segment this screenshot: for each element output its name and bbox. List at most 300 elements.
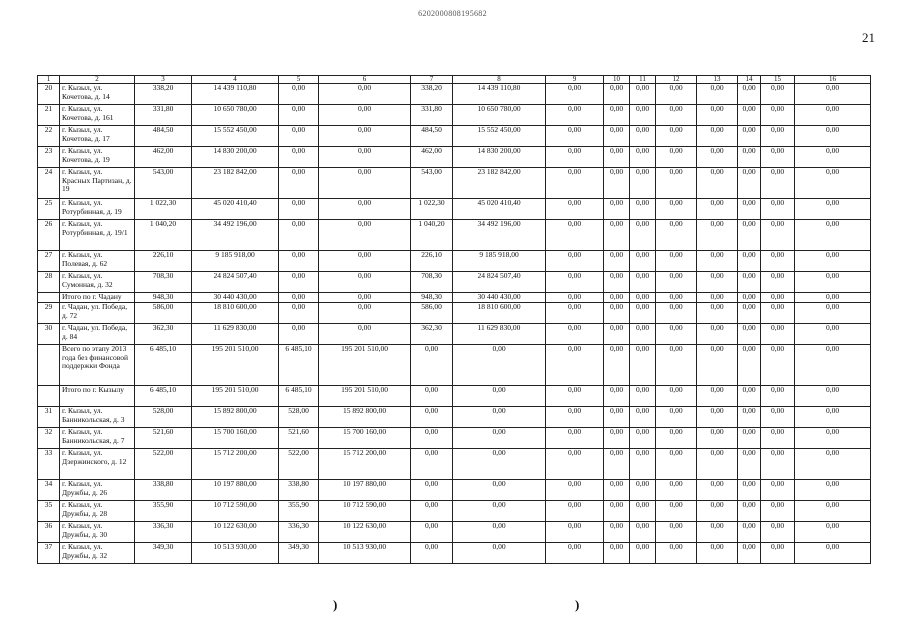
value-cell: 0,00: [738, 272, 761, 293]
value-cell: 0,00: [656, 522, 697, 543]
value-cell: 45 020 410,40: [453, 199, 546, 220]
value-cell: 0,00: [697, 105, 738, 126]
value-cell: 0,00: [656, 168, 697, 199]
value-cell: 0,00: [656, 386, 697, 407]
value-cell: 0,00: [738, 428, 761, 449]
table-body: [38, 84, 871, 564]
address-cell: г. Чадан, ул. Победа, д. 72: [60, 303, 135, 324]
value-cell: 14 439 110,80: [192, 84, 279, 105]
value-cell: 708,30: [135, 272, 192, 293]
value-cell: 195 201 510,00: [192, 386, 279, 407]
value-cell: 0,00: [279, 272, 319, 293]
value-cell: 0,00: [319, 251, 411, 272]
table-row: [38, 522, 871, 543]
column-header: 5: [279, 76, 319, 84]
value-cell: 0,00: [656, 501, 697, 522]
value-cell: 0,00: [697, 126, 738, 147]
value-cell: 0,00: [656, 105, 697, 126]
value-cell: 23 182 842,00: [453, 168, 546, 199]
row-number-cell: 21: [38, 105, 60, 126]
column-header: 13: [697, 76, 738, 84]
value-cell: 0,00: [604, 303, 630, 324]
row-number-cell: 35: [38, 501, 60, 522]
value-cell: 15 712 200,00: [319, 449, 411, 480]
value-cell: 0,00: [697, 386, 738, 407]
value-cell: 14 439 110,80: [453, 84, 546, 105]
value-cell: 708,30: [411, 272, 453, 293]
value-cell: 15 700 160,00: [192, 428, 279, 449]
value-cell: 0,00: [761, 126, 795, 147]
value-cell: 0,00: [279, 293, 319, 303]
row-number-cell: 27: [38, 251, 60, 272]
address-cell: г. Чадан, ул. Победа, д. 84: [60, 324, 135, 345]
row-number-cell: 28: [38, 272, 60, 293]
value-cell: 14 830 200,00: [453, 147, 546, 168]
value-cell: 0,00: [761, 303, 795, 324]
value-cell: 0,00: [604, 84, 630, 105]
value-cell: 10 197 880,00: [319, 480, 411, 501]
value-cell: 1 022,30: [135, 199, 192, 220]
value-cell: 11 629 830,00: [192, 324, 279, 345]
value-cell: 948,30: [135, 293, 192, 303]
value-cell: 0,00: [453, 543, 546, 564]
value-cell: 0,00: [738, 147, 761, 168]
value-cell: 0,00: [279, 126, 319, 147]
value-cell: 0,00: [697, 251, 738, 272]
table-row: [38, 543, 871, 564]
value-cell: 0,00: [761, 220, 795, 251]
table-row: [38, 386, 871, 407]
value-cell: 10 712 590,00: [319, 501, 411, 522]
value-cell: 0,00: [795, 386, 871, 407]
value-cell: 0,00: [656, 251, 697, 272]
value-cell: 0,00: [738, 480, 761, 501]
row-number-cell: 23: [38, 147, 60, 168]
column-header: 14: [738, 76, 761, 84]
row-number-cell: 36: [38, 522, 60, 543]
value-cell: 15 552 450,00: [192, 126, 279, 147]
value-cell: 0,00: [546, 324, 604, 345]
value-cell: 0,00: [604, 407, 630, 428]
value-cell: 0,00: [761, 428, 795, 449]
value-cell: 0,00: [795, 345, 871, 386]
value-cell: 0,00: [761, 293, 795, 303]
value-cell: 0,00: [453, 449, 546, 480]
row-number-cell: 33: [38, 449, 60, 480]
value-cell: 9 185 918,00: [453, 251, 546, 272]
value-cell: 0,00: [604, 428, 630, 449]
row-number-cell: 37: [38, 543, 60, 564]
value-cell: 0,00: [630, 428, 656, 449]
row-number-cell: [38, 345, 60, 386]
row-number-cell: 25: [38, 199, 60, 220]
column-header: 2: [60, 76, 135, 84]
value-cell: 9 185 918,00: [192, 251, 279, 272]
value-cell: 0,00: [319, 293, 411, 303]
value-cell: 0,00: [656, 220, 697, 251]
value-cell: 338,20: [135, 84, 192, 105]
value-cell: 0,00: [795, 84, 871, 105]
value-cell: 1 022,30: [411, 199, 453, 220]
value-cell: 0,00: [795, 501, 871, 522]
value-cell: 0,00: [411, 480, 453, 501]
column-header: 9: [546, 76, 604, 84]
value-cell: 0,00: [697, 272, 738, 293]
address-cell: Итого по г. Чадану: [60, 293, 135, 303]
value-cell: 1 040,20: [411, 220, 453, 251]
value-cell: 0,00: [630, 272, 656, 293]
value-cell: 0,00: [738, 345, 761, 386]
value-cell: 0,00: [738, 220, 761, 251]
value-cell: 0,00: [738, 501, 761, 522]
value-cell: 0,00: [630, 480, 656, 501]
value-cell: 0,00: [738, 407, 761, 428]
value-cell: 349,30: [279, 543, 319, 564]
value-cell: 0,00: [630, 126, 656, 147]
value-cell: 0,00: [411, 428, 453, 449]
value-cell: 0,00: [656, 272, 697, 293]
value-cell: 0,00: [604, 480, 630, 501]
row-number-cell: 26: [38, 220, 60, 251]
address-cell: г. Кызыл, ул. Дзержинского, д. 12: [60, 449, 135, 480]
table-row: [38, 407, 871, 428]
address-cell: г. Кызыл, ул. Дружбы, д. 32: [60, 543, 135, 564]
value-cell: 30 440 430,00: [192, 293, 279, 303]
value-cell: 0,00: [630, 303, 656, 324]
value-cell: 0,00: [656, 480, 697, 501]
margin-mark-left: ): [333, 597, 338, 612]
value-cell: 0,00: [761, 543, 795, 564]
value-cell: 0,00: [604, 501, 630, 522]
value-cell: 0,00: [319, 105, 411, 126]
column-header: 10: [604, 76, 630, 84]
value-cell: 528,00: [279, 407, 319, 428]
value-cell: 10 197 880,00: [192, 480, 279, 501]
value-cell: 0,00: [697, 501, 738, 522]
row-number-cell: 24: [38, 168, 60, 199]
value-cell: 0,00: [546, 501, 604, 522]
value-cell: 0,00: [795, 168, 871, 199]
value-cell: 0,00: [656, 449, 697, 480]
value-cell: 226,10: [135, 251, 192, 272]
table-row: [38, 303, 871, 324]
table-row: [38, 105, 871, 126]
value-cell: 0,00: [411, 386, 453, 407]
value-cell: 0,00: [761, 522, 795, 543]
value-cell: 522,00: [279, 449, 319, 480]
value-cell: 0,00: [604, 272, 630, 293]
value-cell: 0,00: [630, 293, 656, 303]
table-row: [38, 501, 871, 522]
value-cell: 462,00: [135, 147, 192, 168]
value-cell: 0,00: [738, 324, 761, 345]
value-cell: 10 650 780,00: [453, 105, 546, 126]
value-cell: 24 824 507,40: [192, 272, 279, 293]
row-number-cell: 20: [38, 84, 60, 105]
value-cell: 15 892 800,00: [319, 407, 411, 428]
value-cell: 0,00: [411, 407, 453, 428]
value-cell: 0,00: [795, 147, 871, 168]
value-cell: 0,00: [279, 84, 319, 105]
value-cell: 0,00: [546, 126, 604, 147]
table-row: [38, 199, 871, 220]
value-cell: 0,00: [453, 480, 546, 501]
value-cell: 0,00: [630, 324, 656, 345]
value-cell: 0,00: [697, 428, 738, 449]
value-cell: 0,00: [697, 147, 738, 168]
column-header: 16: [795, 76, 871, 84]
value-cell: 0,00: [738, 105, 761, 126]
value-cell: 0,00: [630, 84, 656, 105]
value-cell: 0,00: [697, 480, 738, 501]
value-cell: 0,00: [453, 407, 546, 428]
value-cell: 0,00: [761, 84, 795, 105]
value-cell: 0,00: [656, 147, 697, 168]
column-header: 6: [319, 76, 411, 84]
value-cell: 45 020 410,40: [192, 199, 279, 220]
value-cell: 0,00: [761, 324, 795, 345]
value-cell: 0,00: [795, 449, 871, 480]
value-cell: 15 552 450,00: [453, 126, 546, 147]
value-cell: 0,00: [279, 168, 319, 199]
value-cell: 15 700 160,00: [319, 428, 411, 449]
value-cell: 0,00: [697, 84, 738, 105]
value-cell: 0,00: [738, 449, 761, 480]
value-cell: 6 485,10: [279, 345, 319, 386]
table-row: [38, 126, 871, 147]
value-cell: 0,00: [738, 168, 761, 199]
value-cell: 0,00: [795, 105, 871, 126]
data-table: [37, 75, 871, 564]
address-cell: г. Кызыл, ул. Ротурбинная, д. 19/1: [60, 220, 135, 251]
value-cell: 331,80: [411, 105, 453, 126]
value-cell: 6 485,10: [279, 386, 319, 407]
table-row: [38, 168, 871, 199]
value-cell: 0,00: [411, 345, 453, 386]
value-cell: 338,20: [411, 84, 453, 105]
value-cell: 0,00: [738, 84, 761, 105]
value-cell: 0,00: [656, 199, 697, 220]
address-cell: г. Кызыл, ул. Кочетова, д. 14: [60, 84, 135, 105]
data-table-container: [37, 75, 870, 564]
value-cell: 0,00: [411, 449, 453, 480]
value-cell: 0,00: [697, 220, 738, 251]
value-cell: 543,00: [135, 168, 192, 199]
row-number-cell: 32: [38, 428, 60, 449]
value-cell: 528,00: [135, 407, 192, 428]
address-cell: г. Кызыл, ул. Кочетова, д. 17: [60, 126, 135, 147]
value-cell: 0,00: [279, 303, 319, 324]
value-cell: 0,00: [604, 522, 630, 543]
value-cell: 0,00: [795, 220, 871, 251]
column-header: 15: [761, 76, 795, 84]
row-number-cell: 31: [38, 407, 60, 428]
value-cell: 18 810 600,00: [192, 303, 279, 324]
table-row: [38, 345, 871, 386]
value-cell: 0,00: [546, 220, 604, 251]
value-cell: 0,00: [630, 407, 656, 428]
value-cell: 0,00: [604, 345, 630, 386]
value-cell: 0,00: [546, 449, 604, 480]
value-cell: 0,00: [604, 126, 630, 147]
value-cell: 30 440 430,00: [453, 293, 546, 303]
value-cell: 0,00: [761, 407, 795, 428]
value-cell: 0,00: [604, 293, 630, 303]
address-cell: г. Кызыл, ул. Дружбы, д. 30: [60, 522, 135, 543]
value-cell: 15 892 800,00: [192, 407, 279, 428]
value-cell: 15 712 200,00: [192, 449, 279, 480]
table-row: [38, 147, 871, 168]
value-cell: 0,00: [546, 428, 604, 449]
table-row: [38, 84, 871, 105]
value-cell: 0,00: [411, 501, 453, 522]
column-header: 12: [656, 76, 697, 84]
address-cell: г. Кызыл, ул. Банникольская, д. 3: [60, 407, 135, 428]
value-cell: 0,00: [795, 522, 871, 543]
table-row: [38, 449, 871, 480]
value-cell: 10 122 630,00: [192, 522, 279, 543]
value-cell: 0,00: [546, 147, 604, 168]
column-header: 1: [38, 76, 60, 84]
row-number-cell: 34: [38, 480, 60, 501]
value-cell: 0,00: [604, 147, 630, 168]
value-cell: 0,00: [411, 522, 453, 543]
value-cell: 0,00: [738, 251, 761, 272]
value-cell: 521,60: [135, 428, 192, 449]
row-number-cell: [38, 386, 60, 407]
value-cell: 0,00: [795, 480, 871, 501]
value-cell: 0,00: [738, 293, 761, 303]
address-cell: г. Кызыл, ул. Сумонная, д. 32: [60, 272, 135, 293]
value-cell: 0,00: [656, 126, 697, 147]
address-cell: Всего по этапу 2013 года без финансовой поддержки Фонда: [60, 345, 135, 386]
value-cell: 586,00: [411, 303, 453, 324]
value-cell: 0,00: [697, 293, 738, 303]
value-cell: 10 122 630,00: [319, 522, 411, 543]
value-cell: 0,00: [604, 449, 630, 480]
value-cell: 0,00: [795, 199, 871, 220]
value-cell: 0,00: [546, 543, 604, 564]
value-cell: 0,00: [319, 199, 411, 220]
value-cell: 0,00: [795, 303, 871, 324]
value-cell: 0,00: [546, 345, 604, 386]
value-cell: 0,00: [656, 345, 697, 386]
value-cell: 355,90: [135, 501, 192, 522]
column-header: 7: [411, 76, 453, 84]
value-cell: 11 629 830,00: [453, 324, 546, 345]
value-cell: 0,00: [795, 251, 871, 272]
value-cell: 543,00: [411, 168, 453, 199]
table-row: [38, 480, 871, 501]
value-cell: 0,00: [279, 220, 319, 251]
value-cell: 34 492 196,00: [192, 220, 279, 251]
document-id: 6202000808195682: [418, 9, 487, 18]
value-cell: 0,00: [453, 428, 546, 449]
value-cell: 0,00: [697, 407, 738, 428]
value-cell: 0,00: [546, 407, 604, 428]
value-cell: 0,00: [656, 303, 697, 324]
value-cell: 1 040,20: [135, 220, 192, 251]
value-cell: 0,00: [546, 386, 604, 407]
table-row: [38, 272, 871, 293]
value-cell: 0,00: [279, 324, 319, 345]
value-cell: 331,80: [135, 105, 192, 126]
value-cell: 0,00: [761, 501, 795, 522]
value-cell: 0,00: [761, 147, 795, 168]
value-cell: 0,00: [761, 199, 795, 220]
table-header-row: [38, 76, 871, 84]
value-cell: 0,00: [630, 386, 656, 407]
value-cell: 10 513 930,00: [192, 543, 279, 564]
value-cell: 0,00: [738, 522, 761, 543]
value-cell: 484,50: [135, 126, 192, 147]
page-number: 21: [862, 30, 875, 45]
value-cell: 0,00: [546, 199, 604, 220]
value-cell: 0,00: [546, 84, 604, 105]
value-cell: 0,00: [738, 199, 761, 220]
value-cell: 0,00: [319, 272, 411, 293]
address-cell: г. Кызыл, ул. Ротурбинная, д. 19: [60, 199, 135, 220]
value-cell: 0,00: [656, 84, 697, 105]
column-header: 11: [630, 76, 656, 84]
value-cell: 0,00: [630, 168, 656, 199]
value-cell: 0,00: [411, 543, 453, 564]
value-cell: 14 830 200,00: [192, 147, 279, 168]
value-cell: 0,00: [546, 272, 604, 293]
value-cell: 0,00: [697, 168, 738, 199]
value-cell: 0,00: [697, 449, 738, 480]
value-cell: 18 810 600,00: [453, 303, 546, 324]
value-cell: 0,00: [630, 220, 656, 251]
value-cell: 195 201 510,00: [319, 345, 411, 386]
value-cell: 0,00: [319, 147, 411, 168]
value-cell: 0,00: [279, 147, 319, 168]
value-cell: 0,00: [546, 251, 604, 272]
value-cell: 355,90: [279, 501, 319, 522]
value-cell: 0,00: [319, 126, 411, 147]
value-cell: 0,00: [546, 303, 604, 324]
value-cell: 0,00: [604, 386, 630, 407]
value-cell: 0,00: [761, 168, 795, 199]
value-cell: 362,30: [135, 324, 192, 345]
value-cell: 195 201 510,00: [192, 345, 279, 386]
value-cell: 24 824 507,40: [453, 272, 546, 293]
value-cell: 349,30: [135, 543, 192, 564]
margin-mark-right: ): [575, 597, 580, 612]
row-number-cell: 30: [38, 324, 60, 345]
value-cell: 0,00: [546, 105, 604, 126]
value-cell: 0,00: [630, 147, 656, 168]
value-cell: 948,30: [411, 293, 453, 303]
value-cell: 0,00: [546, 480, 604, 501]
value-cell: 0,00: [795, 324, 871, 345]
column-header: 4: [192, 76, 279, 84]
value-cell: 0,00: [630, 345, 656, 386]
value-cell: 195 201 510,00: [319, 386, 411, 407]
value-cell: 0,00: [761, 345, 795, 386]
address-cell: г. Кызыл, ул. Дружбы, д. 28: [60, 501, 135, 522]
value-cell: 0,00: [795, 293, 871, 303]
value-cell: 0,00: [319, 168, 411, 199]
value-cell: 0,00: [546, 522, 604, 543]
value-cell: 522,00: [135, 449, 192, 480]
address-cell: г. Кызыл, ул. Дружбы, д. 26: [60, 480, 135, 501]
row-number-cell: [38, 293, 60, 303]
value-cell: 0,00: [656, 543, 697, 564]
value-cell: 0,00: [795, 428, 871, 449]
address-cell: г. Кызыл, ул. Кочетова, д. 19: [60, 147, 135, 168]
value-cell: 0,00: [697, 324, 738, 345]
